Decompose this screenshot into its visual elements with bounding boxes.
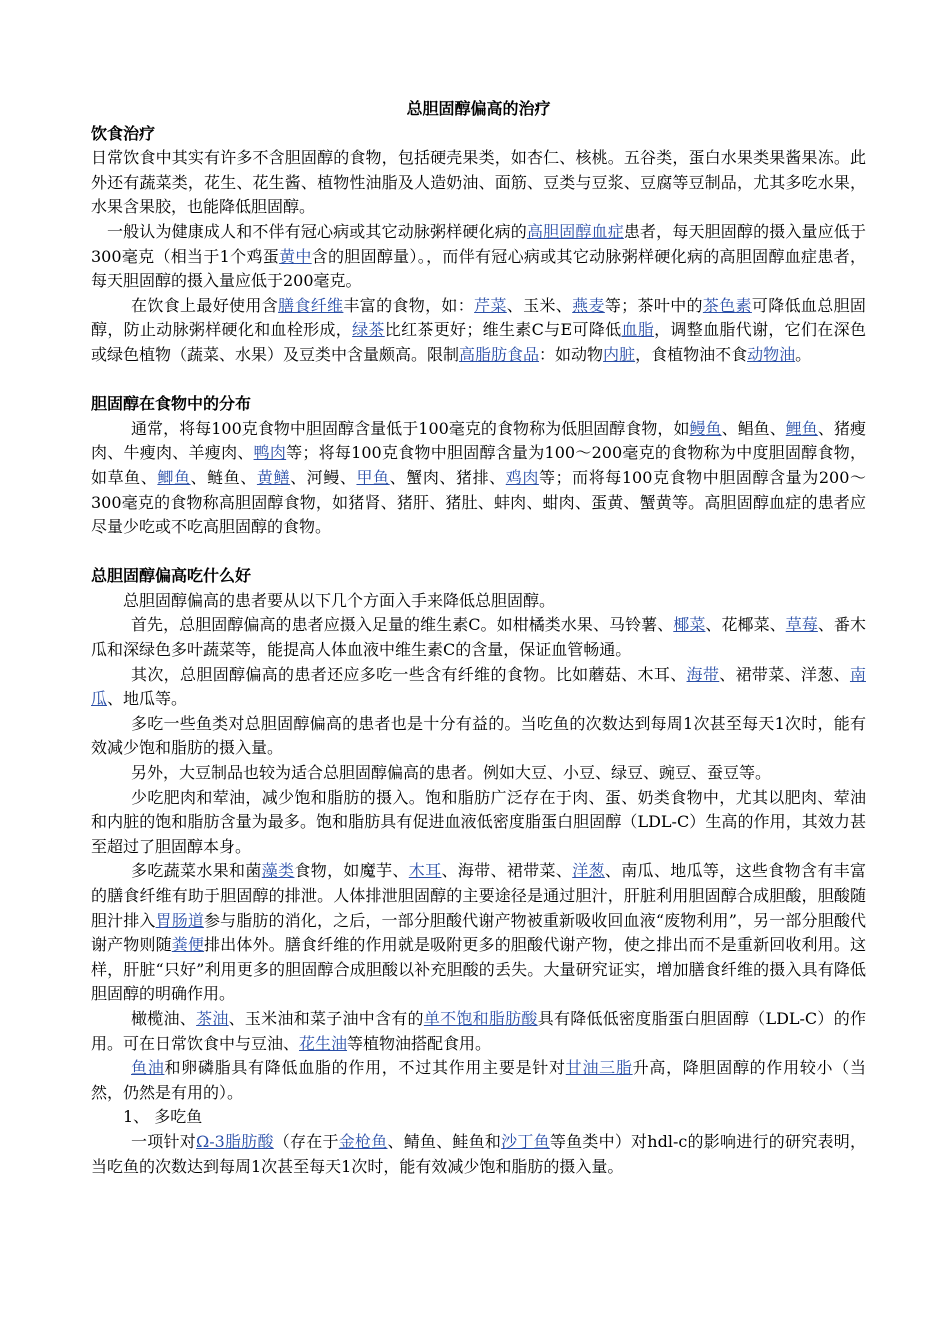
paragraph-fiber: 其次，总胆固醇偏高的患者还应多吃一些含有纤维的食物。比如蘑菇、木耳、海带、裙带菜、洋葱、南瓜、地瓜等。 <box>91 664 866 709</box>
link-organ-meat[interactable]: 内脏 <box>603 344 636 364</box>
document-page <box>91 97 866 1179</box>
link-eel[interactable]: 鳗鱼 <box>689 418 722 438</box>
link-omega3[interactable]: Ω-3脂肪酸 <box>195 1131 274 1151</box>
section-heading-what-to-eat: 总胆固醇偏高吃什么好 <box>91 566 252 586</box>
paragraph-fish: 多吃一些鱼类对总胆固醇偏高的患者也是十分有益的。当吃鱼的次数达到每周1次甚至每天1次时，能有效减少饱和脂肪的摄入量。 <box>91 713 866 758</box>
link-tea-oil[interactable]: 茶油 <box>196 1008 229 1028</box>
paragraph-distribution: 通常，将每100克食物中胆固醇含量低于100毫克的食物称为低胆固醇食物，如鳗鱼、鲳鱼、鲤鱼、猪瘦肉、牛瘦肉、羊瘦肉、鸭肉等；将每100克食物中胆固醇含量为100～200毫克的食物称为中度胆固醇食物，如草鱼、鲫鱼、鲢鱼、黄鳝、河鳗、甲鱼、蟹肉、猪排、鸡肉等；而将每100克食物中胆固醇含量为200～300毫克的食物称高胆固醇食物，如猪肾、猪肝、猪肚、蚌肉、蚶肉、蛋黄、蟹黄等。高胆固醇血症的患者应尽量少吃或不吃高胆固醇的食物。 <box>91 418 866 537</box>
link-swamp-eel[interactable]: 黄鳝 <box>256 467 291 487</box>
document-title: 总胆固醇偏高的治疗 <box>406 99 551 118</box>
paragraph-vegetables: 多吃蔬菜水果和菌藻类食物，如魔芋、木耳、海带、裙带菜、洋葱、南瓜、地瓜等，这些食物含有丰富的膳食纤维有助于胆固醇的排泄。人体排泄胆固醇的主要途径是通过胆汁，肝脏利用胆固醇合成胆酸，胆酸随胆汁排入胃肠道参与脂肪的消化，之后，一部分胆酸代谢产物被重新吸收回血液“废物利用”，另一部分胆酸代谢产物则随粪便排出体外。膳食纤维的作用就是吸附更多的胆酸代谢产物，使之排出而不是重新回收利用。这样，肝脏“只好”利用更多的胆固醇合成胆酸以补充胆酸的丢失。大量研究证实，增加膳食纤维的摄入具有降低胆固醇的明确作用。 <box>91 861 866 1004</box>
section-heading-diet: 饮食治疗 <box>91 123 156 143</box>
link-blood-lipids[interactable]: 血脂 <box>621 320 655 340</box>
link-monounsaturated[interactable]: 单不饱和脂肪酸 <box>423 1008 538 1028</box>
paragraph-diet-2: 一般认为健康成人和不伴有冠心病或其它动脉粥样硬化病的高胆固醇血症患者，每天胆固醇的摄入量应低于300毫克（相当于1个鸡蛋黄中含的胆固醇量）。，而伴有冠心病或其它动脉粥样硬化病的高胆固醇血症患者，每天胆固醇的摄入量应低于200毫克。 <box>91 221 866 291</box>
link-peanut-oil[interactable]: 花生油 <box>299 1033 348 1053</box>
section-heading-distribution: 胆固醇在食物中的分布 <box>91 394 252 414</box>
link-gastrointestinal[interactable]: 胃肠道 <box>155 910 204 930</box>
link-turtle[interactable]: 甲鱼 <box>356 467 390 487</box>
link-egg-yolk[interactable]: 黄中 <box>279 246 312 266</box>
list-item-eat-fish: 1、 多吃鱼 <box>123 1107 203 1127</box>
link-green-tea[interactable]: 绿茶 <box>352 320 385 340</box>
link-feces[interactable]: 粪便 <box>171 935 205 955</box>
paragraph-saturated-fat: 少吃肥肉和荤油，减少饱和脂肪的摄入。饱和脂肪广泛存在于肉、蛋、奶类食物中，尤其以肥肉、荤油和内脏的饱和脂肪含量为最多。饱和脂肪具有促进血液低密度脂蛋白胆固醇（LDL-C）生高的作用，其效力甚至超过了胆固醇本身。 <box>91 787 866 856</box>
link-carp[interactable]: 鲤鱼 <box>785 418 818 438</box>
link-kelp[interactable]: 海带 <box>686 664 720 684</box>
paragraph-diet-1: 日常饮食中其实有许多不含胆固醇的食物，包括硬壳果类，如杏仁、核桃。五谷类，蛋白水果类果酱果冻。此外还有蔬菜类，花生、花生酱、植物性油脂及人造奶油、面筋、豆类与豆浆、豆腐等豆制品，尤其多吃水果，水果含果胶，也能降低胆固醇。 <box>91 148 866 217</box>
link-sardine[interactable]: 沙丁鱼 <box>501 1131 550 1151</box>
spacer <box>91 540 866 565</box>
link-animal-oil[interactable]: 动物油 <box>747 344 796 364</box>
link-tuna[interactable]: 金枪鱼 <box>338 1131 388 1151</box>
paragraph-soy: 另外，大豆制品也较为适合总胆固醇偏高的患者。例如大豆、小豆、绿豆、豌豆、蚕豆等。 <box>131 763 772 783</box>
paragraph-vitamin-c: 首先，总胆固醇偏高的患者应摄入足量的维生素C。如柑橘类水果、马铃薯、椰菜、花椰菜、草莓、番木瓜和深绿色多叶蔬菜等，能提高人体血液中维生素C的含量，保证血管畅通。 <box>91 615 866 660</box>
link-celery[interactable]: 芹菜 <box>474 295 507 315</box>
paragraph-oils: 橄榄油、茶油、玉米油和菜子油中含有的单不饱和脂肪酸具有降低低密度脂蛋白胆固醇（LDL-C）的作用。可在日常饮食中与豆油、花生油等植物油搭配食用。 <box>91 1008 866 1053</box>
paragraph-fish-oil: 鱼油和卵磷脂具有降低血脂的作用，不过其作用主要是针对甘油三脂升高，降胆固醇的作用较小（当然，仍然是有用的）。 <box>91 1058 866 1102</box>
link-wood-ear[interactable]: 木耳 <box>408 861 442 881</box>
link-triglycerides[interactable]: 甘油三脂 <box>565 1058 633 1078</box>
link-high-cholesterol[interactable]: 高胆固醇血症 <box>526 221 624 241</box>
link-algae[interactable]: 藻类 <box>261 861 295 881</box>
paragraph-intro: 总胆固醇偏高的患者要从以下几个方面入手来降低总胆固醇。 <box>123 590 556 610</box>
link-oats[interactable]: 燕麦 <box>572 295 605 315</box>
link-chicken[interactable]: 鸡肉 <box>505 467 539 487</box>
link-strawberry[interactable]: 草莓 <box>785 615 818 635</box>
spacer <box>91 368 866 393</box>
link-tea-pigment[interactable]: 茶色素 <box>702 295 752 315</box>
link-dietary-fiber[interactable]: 膳食纤维 <box>278 295 344 315</box>
paragraph-omega3: 一项针对Ω-3脂肪酸（存在于金枪鱼、鲭鱼、鲑鱼和沙丁鱼等鱼类中）对hdl-c的影响进行的研究表明，当吃鱼的次数达到每周1次甚至每天1次时，能有效减少饱和脂肪的摄入量。 <box>91 1131 866 1176</box>
link-onion[interactable]: 洋葱 <box>572 861 605 881</box>
paragraph-diet-3: 在饮食上最好使用含膳食纤维丰富的食物，如：芹菜、玉米、燕麦等；茶叶中的茶色素可降低血总胆固醇，防止动脉粥样硬化和血栓形成，绿茶比红茶更好；维生素C与E可降低血脂，调整血脂代谢，它们在深色或绿色植物（蔬菜、水果）及豆类中含量颇高。限制高脂肪食品：如动物内脏，食植物油不食动物油。 <box>91 295 866 364</box>
link-pumpkin[interactable]: 南瓜 <box>91 664 866 709</box>
link-duck[interactable]: 鸭肉 <box>253 443 287 463</box>
link-crucian-carp[interactable]: 鲫鱼 <box>157 467 191 487</box>
link-high-fat-food[interactable]: 高脂肪食品 <box>459 344 540 364</box>
link-cabbage[interactable]: 椰菜 <box>673 615 706 635</box>
link-fish-oil[interactable]: 鱼油 <box>131 1058 165 1078</box>
